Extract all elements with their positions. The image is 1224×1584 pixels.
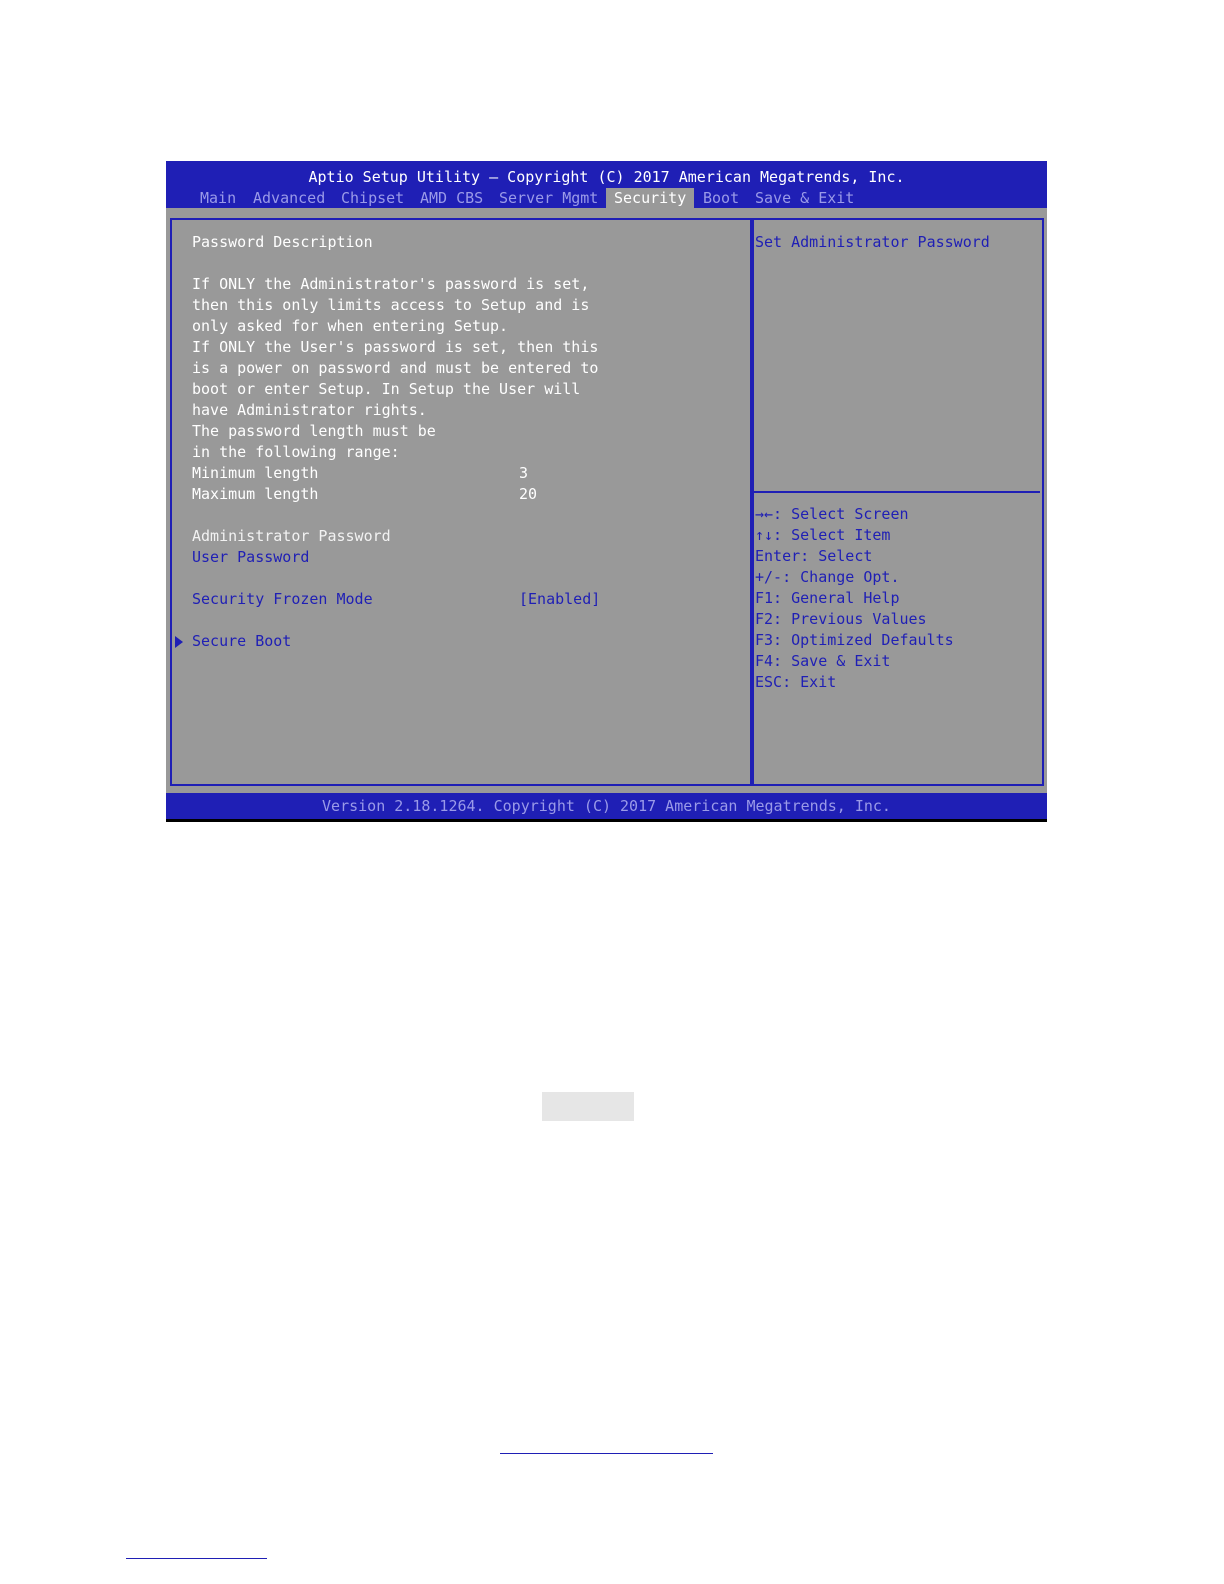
tab-amd-cbs[interactable]: AMD CBS: [420, 189, 484, 207]
gray-placeholder-block: [542, 1092, 634, 1121]
description-line: then this only limits access to Setup and is: [192, 296, 590, 314]
footnote-rule: [126, 1558, 267, 1559]
tab-server-mgmt[interactable]: Server Mgmt: [499, 189, 599, 207]
description-line: only asked for when entering Setup.: [192, 317, 509, 335]
version-text: Version 2.18.1264. Copyright (C) 2017 American Megatrends, Inc.: [322, 797, 891, 815]
tab-security[interactable]: Security: [606, 188, 694, 209]
security-frozen-mode-value[interactable]: [Enabled]: [519, 590, 601, 608]
description-line: If ONLY the Administrator's password is set,: [192, 275, 590, 293]
help-key-f2: F2: Previous Values: [755, 610, 927, 628]
bios-footer: [166, 793, 1047, 819]
help-key-change-opt: +/-: Change Opt.: [755, 568, 900, 586]
administrator-password-item[interactable]: Administrator Password: [192, 527, 391, 545]
bottom-edge: [166, 819, 1047, 822]
description-line: boot or enter Setup. In Setup the User will: [192, 380, 581, 398]
description-line: is a power on password and must be entered to: [192, 359, 599, 377]
help-description: Set Administrator Password: [755, 233, 990, 251]
settings-panel: [170, 218, 754, 786]
tab-advanced[interactable]: Advanced: [253, 189, 326, 207]
help-key-f4: F4: Save & Exit: [755, 652, 891, 670]
help-key-esc: ESC: Exit: [755, 673, 837, 691]
help-divider: [752, 491, 1040, 493]
bios-setup-screen: [166, 161, 1047, 822]
tab-main[interactable]: Main: [200, 189, 237, 207]
bios-header: [166, 161, 1047, 208]
secure-boot-label: Secure Boot: [192, 632, 292, 650]
bios-title: Aptio Setup Utility – Copyright (C) 2017 American Megatrends, Inc.: [308, 168, 905, 186]
help-key-enter: Enter: Select: [755, 547, 873, 565]
max-length-label: Maximum length: [192, 485, 319, 503]
user-password-item[interactable]: User Password: [192, 548, 310, 566]
help-key-f3: F3: Optimized Defaults: [755, 631, 954, 649]
help-key-select-item: ↑↓: Select Item: [755, 526, 891, 544]
underline-rule: [500, 1453, 713, 1454]
tab-save-exit[interactable]: Save & Exit: [755, 189, 855, 207]
min-length-label: Minimum length: [192, 464, 319, 482]
submenu-arrow-icon: [175, 636, 183, 648]
description-line: have Administrator rights.: [192, 401, 427, 419]
max-length-value: 20: [519, 485, 538, 503]
help-key-f1: F1: General Help: [755, 589, 900, 607]
description-line: If ONLY the User's password is set, then this: [192, 338, 599, 356]
tab-boot[interactable]: Boot: [703, 189, 740, 207]
secure-boot-submenu[interactable]: [172, 631, 372, 652]
help-key-select-screen: →←: Select Screen: [755, 505, 909, 523]
min-length-value: 3: [519, 464, 529, 482]
description-heading: Password Description: [192, 233, 373, 251]
tab-chipset[interactable]: Chipset: [341, 189, 405, 207]
security-frozen-mode-item[interactable]: Security Frozen Mode: [192, 590, 373, 608]
help-panel: [750, 218, 1044, 786]
description-line: in the following range:: [192, 443, 400, 461]
description-line: The password length must be: [192, 422, 436, 440]
